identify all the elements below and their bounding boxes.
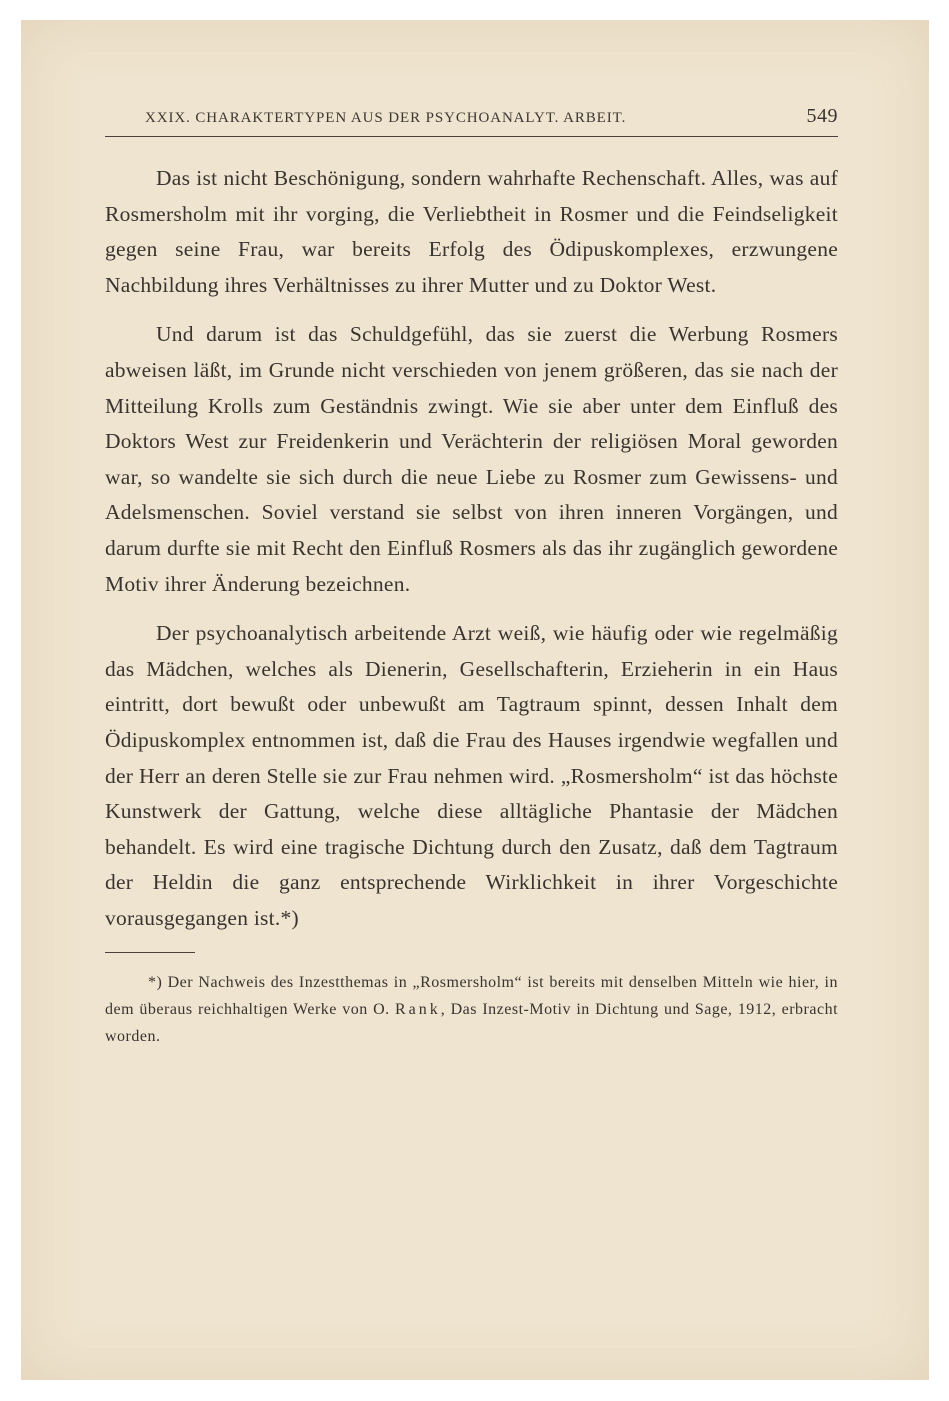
paragraph-3: Der psychoanalytisch arbeitende Arzt weiß, wie häufig oder wie regelmäßig das Mädchen, welches als Dienerin, Gesellschafterin, Erzieherin in ein Haus eintritt, dort bewußt oder unbewußt am Tagtraum spinnt, dessen Inhalt dem Ödipuskomplex entnommen ist, daß die Frau des Hauses irgendwie wegfallen und der Herr an deren Stelle sie zur Frau nehmen wird. „Rosmersholm“ ist das höchste Kunstwerk der Gattung, welche diese alltägliche Phantasie der Mädchen behandelt. Es wird eine tragische Dichtung durch den Zusatz, daß dem Tagtraum der Heldin die ganz entsprechende Wirklichkeit in ihrer Vorgeschichte vorausgegangen ist.*)	[105, 621, 838, 930]
running-header	[105, 105, 838, 137]
footnote	[105, 969, 838, 1050]
body-text	[105, 161, 838, 936]
footnote-text-after: , Das Inzest-Motiv in Dichtung und Sage, 1912, erbracht worden.	[105, 1001, 839, 1046]
page-number: 549	[806, 105, 838, 127]
page-content	[105, 105, 838, 1050]
footnote-text-before: *) Der Nachweis des Inzestthemas in „Rosmersholm“ ist bereits mit denselben Mitteln wie hier, in dem überaus reichhaltigen Werke von O.	[105, 974, 838, 1019]
running-head-title: XXIX. CHARAKTERTYPEN AUS DER PSYCHOANALYT. ARBEIT.	[145, 110, 627, 126]
paragraph-2: Und darum ist das Schuldgefühl, das sie zuerst die Werbung Rosmers abweisen läßt, im Grunde nicht verschieden von jenem größeren, das sie nach der Mitteilung Krolls zum Geständnis zwingt. Wie sie aber unter dem Einfluß des Doktors West zur Freidenkerin und Verächterin der religiösen Moral geworden war, so wandelte sie sich durch die neue Liebe zu Rosmer zum Gewissens- und Adelsmenschen. Soviel verstand sie selbst von ihren inneren Vorgängen, und darum durfte sie mit Recht den Einfluß Rosmers als das ihr zugänglich gewordene Motiv ihrer Änderung bezeichnen.	[105, 322, 838, 596]
book-page	[21, 20, 929, 1380]
paragraph-1: Das ist nicht Beschönigung, sondern wahrhafte Rechenschaft. Alles, was auf Rosmersholm mit ihr vorging, die Verliebtheit in Rosmer und die Feindseligkeit gegen seine Frau, war bereits Erfolg des Ödipuskomplexes, erzwungene Nachbildung ihres Verhältnisses zu ihrer Mutter und zu Doktor West.	[105, 166, 838, 297]
footnote-rule	[105, 952, 195, 953]
footnote-author: Rank	[394, 1001, 441, 1019]
